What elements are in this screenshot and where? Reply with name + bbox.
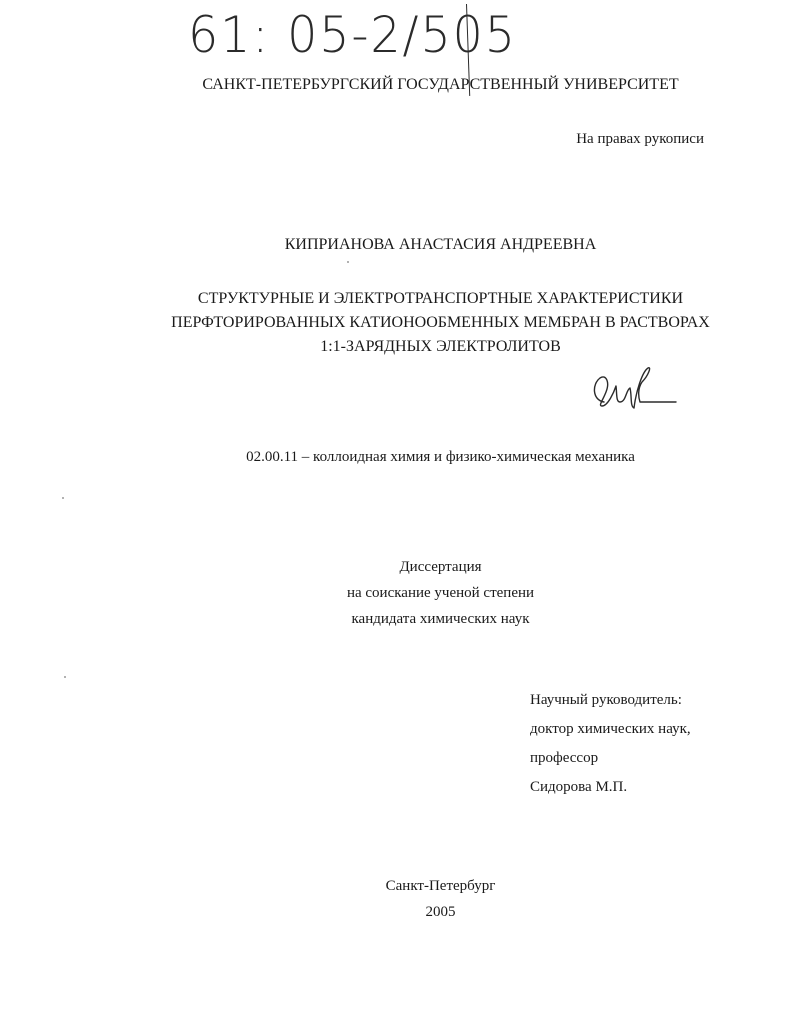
place-and-year <box>0 873 799 925</box>
dissertation-title <box>0 287 799 359</box>
degree-line: на соискание ученой степени <box>346 585 535 601</box>
degree-line: Диссертация <box>399 559 482 575</box>
archive-stamp-code: 61: 05-2/505 <box>188 6 517 64</box>
author-name: КИПРИАНОВА АНАСТАСИЯ АНДРЕЕВНА <box>284 236 597 253</box>
manuscript-rights-note: На правах рукописи <box>576 131 704 147</box>
city: Санкт-Петербург <box>385 878 496 894</box>
degree-block <box>0 554 799 632</box>
title-line: СТРУКТУРНЫЕ И ЭЛЕКТРОТРАНСПОРТНЫЕ ХАРАКТЕРИСТИКИ <box>197 290 684 307</box>
supervisor-block <box>530 686 691 802</box>
title-line: ПЕРФТОРИРОВАННЫХ КАТИОНООБМЕННЫХ МЕМБРАН В РАСТВОРАХ <box>171 314 710 331</box>
scan-speck <box>62 497 64 499</box>
speciality-code: 02.00.11 – коллоидная химия и физико-химическая механика <box>246 449 635 465</box>
year: 2005 <box>425 904 456 920</box>
title-line: 1:1-ЗАРЯДНЫХ ЭЛЕКТРОЛИТОВ <box>320 338 561 355</box>
supervisor-line: Научный руководитель: <box>530 692 682 708</box>
scan-speck <box>347 261 349 263</box>
supervisor-line: доктор химических наук, <box>530 721 691 737</box>
degree-line: кандидата химических наук <box>351 611 530 627</box>
handwritten-signature <box>586 362 681 417</box>
supervisor-line: Сидорова М.П. <box>530 779 628 795</box>
university-name: САНКТ-ПЕТЕРБУРГСКИЙ ГОСУДАРСТВЕННЫЙ УНИВЕРСИТЕТ <box>202 76 679 93</box>
supervisor-line: профессор <box>530 750 599 766</box>
scan-speck <box>64 676 66 678</box>
